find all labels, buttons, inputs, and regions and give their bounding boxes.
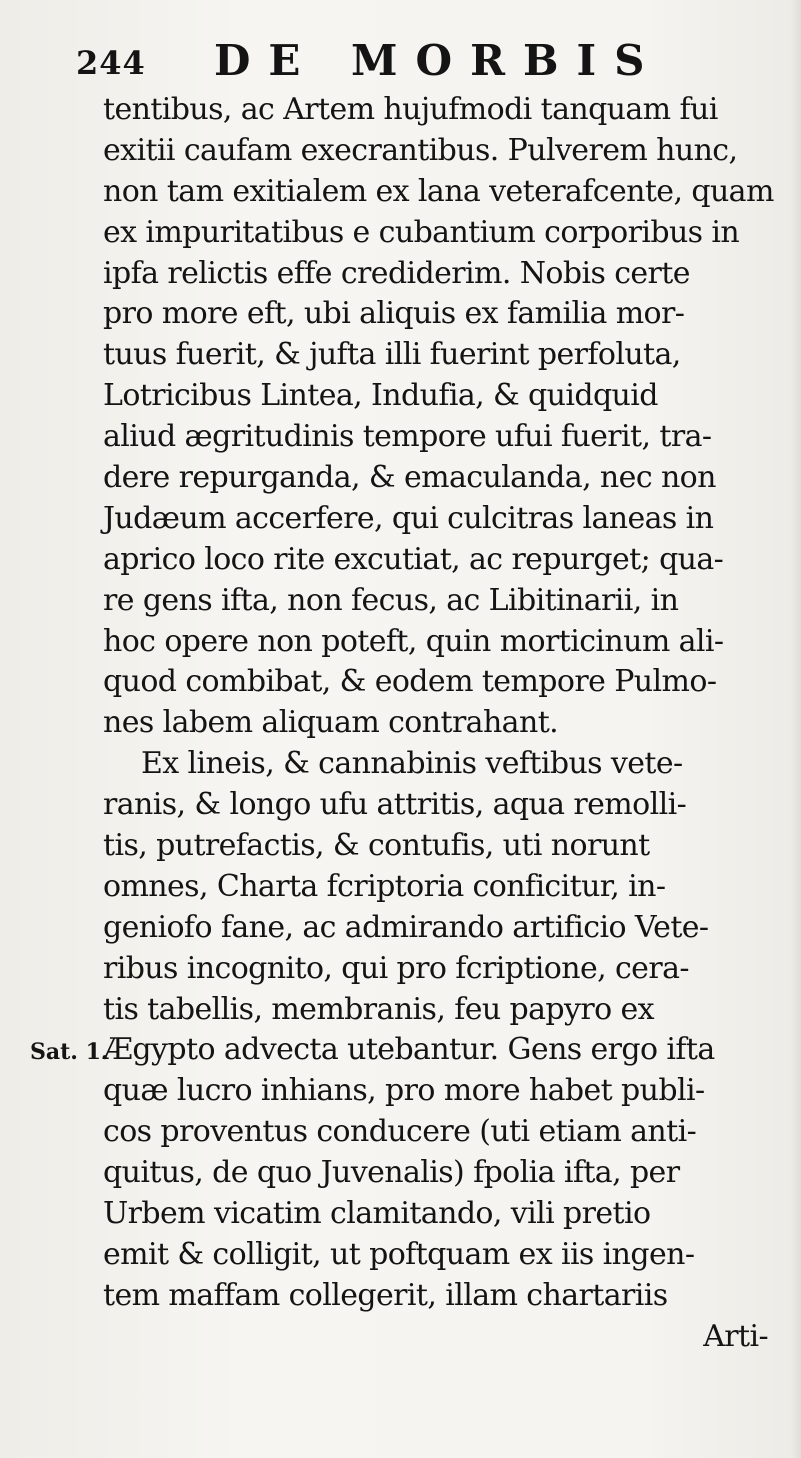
text-line: tuus fuerit, & jufta illi fuerint perfoluta, — [103, 337, 681, 373]
text-line: non tam exitialem ex lana veterafcente, quam — [103, 173, 774, 209]
text-line: Judæum accerfere, qui culcitras laneas in — [103, 500, 714, 536]
text-line: exitii caufam execrantibus. Pulverem hunc, — [103, 132, 738, 168]
text-line: ipfa relictis effe crediderim. Nobis certe — [103, 255, 690, 291]
text-line: aprico loco rite excutiat, ac repurget; qua- — [103, 541, 724, 577]
text-line: nes labem aliquam contrahant. — [103, 705, 559, 741]
text-line: ribus incognito, qui pro fcriptione, cera- — [103, 950, 689, 986]
text-line: omnes, Charta fcriptoria conficitur, in- — [103, 868, 666, 904]
text-line: ranis, & longo ufu attritis, aqua remolli- — [103, 787, 687, 823]
catchword: Arti- — [703, 1318, 768, 1354]
text-line: tentibus, ac Artem hujufmodi tanquam fui — [103, 92, 718, 127]
text-line: quod combibat, & eodem tempore Pulmo- — [103, 664, 717, 700]
page-number: 244 — [76, 44, 146, 82]
text-line: ex impuritatibus e cubantium corporibus in — [103, 214, 740, 250]
paragraph-first-line: Ex lineis, & cannabinis veftibus vete- — [141, 746, 683, 782]
text-line: dere repurganda, & emaculanda, nec non — [103, 460, 716, 496]
page-edge-shadow — [791, 0, 801, 1458]
text-line: cos proventus conducere (uti etiam anti- — [103, 1114, 697, 1150]
text-line: hoc opere non poteft, quin morticinum ali- — [103, 623, 724, 659]
margin-note: Sat. 1. — [30, 1039, 109, 1065]
text-line: quitus, de quo Juvenalis) fpolia ifta, per — [103, 1155, 680, 1191]
page-header — [76, 36, 756, 86]
text-line: Lotricibus Lintea, Indufia, & quidquid — [103, 378, 658, 414]
text-line: pro more eft, ubi aliquis ex familia mor- — [103, 296, 685, 332]
text-line: emit & colligit, ut poftquam ex iis ingen- — [103, 1236, 695, 1272]
running-title: DE MORBIS — [214, 36, 663, 85]
text-line: aliud ægritudinis tempore ufui fuerit, tra- — [103, 419, 712, 455]
text-line: quæ lucro inhians, pro more habet publi- — [103, 1073, 705, 1109]
text-line: Urbem vicatim clamitando, vili pretio — [103, 1196, 651, 1232]
body-text — [103, 90, 778, 1358]
text-line: tem maffam collegerit, illam chartariis — [103, 1277, 668, 1313]
text-line: geniofo fane, ac admirando artificio Vete- — [103, 909, 709, 945]
text-line: tis tabellis, membranis, feu papyro ex — [103, 991, 654, 1027]
text-line: tis, putrefactis, & contufis, uti norunt — [103, 828, 650, 864]
text-line: re gens ifta, non fecus, ac Libitinarii, in — [103, 582, 679, 618]
text-line: Ægypto advecta utebantur. Gens ergo ifta — [103, 1032, 715, 1068]
